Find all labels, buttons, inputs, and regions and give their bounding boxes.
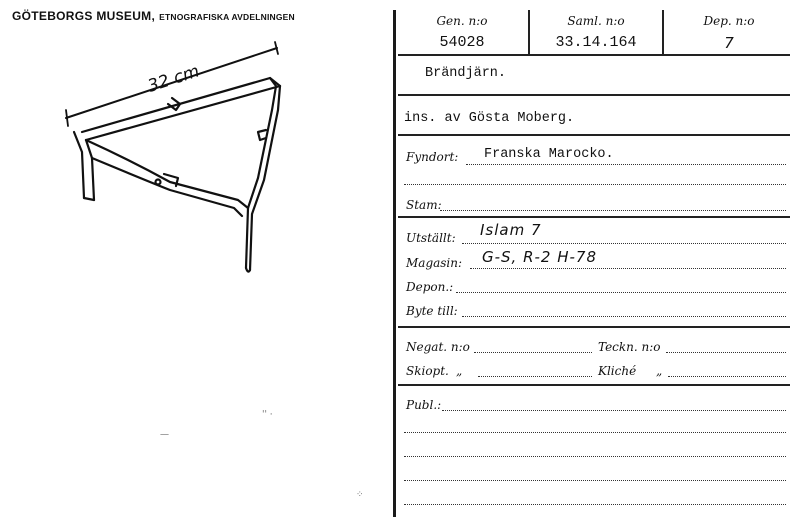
speck: ⁘ xyxy=(356,490,364,500)
divider-line xyxy=(398,326,790,328)
divider-line xyxy=(398,54,790,56)
dep-number-cell xyxy=(664,10,794,54)
stam-label: Stam: xyxy=(406,198,442,212)
dotted-line xyxy=(404,456,786,457)
ditto-mark: „ xyxy=(456,364,463,378)
teckn-label: Teckn. n:o xyxy=(598,340,661,354)
object-name: Brändjärn. xyxy=(425,66,507,81)
dotted-line xyxy=(440,210,786,211)
dotted-line xyxy=(404,184,786,185)
saml-number-cell xyxy=(530,10,662,54)
gen-number-label: Gen. n:o xyxy=(436,14,488,28)
acquisition-note: ins. av Gösta Moberg. xyxy=(404,111,575,126)
card-divider xyxy=(393,10,396,517)
dotted-line xyxy=(456,292,786,293)
dep-number-label: Dep. n:o xyxy=(703,14,755,28)
dotted-line xyxy=(404,504,786,505)
dotted-line xyxy=(666,352,786,353)
ditto-mark: „ xyxy=(656,364,663,378)
divider-line xyxy=(398,384,790,386)
cliche-label: Kliché xyxy=(598,364,637,378)
card-header xyxy=(12,9,295,23)
dotted-line xyxy=(474,352,592,353)
skiopt-label: Skiopt. xyxy=(406,364,449,378)
gen-number-value: 54028 xyxy=(439,34,485,51)
utstallt-value: Islam 7 xyxy=(480,221,542,239)
fyndort-label: Fyndort: xyxy=(406,150,459,164)
dotted-line xyxy=(462,243,786,244)
speck: — xyxy=(160,430,169,440)
dotted-line xyxy=(404,480,786,481)
object-sketch xyxy=(40,40,340,290)
saml-number-value: 33.14.164 xyxy=(555,34,637,51)
dotted-line xyxy=(478,376,592,377)
byte-label: Byte till: xyxy=(406,304,458,318)
publ-label: Publ.: xyxy=(406,398,442,412)
gen-number-cell xyxy=(396,10,528,54)
magasin-label: Magasin: xyxy=(406,256,463,270)
dotted-line xyxy=(466,164,786,165)
dotted-line xyxy=(470,268,786,269)
dotted-line xyxy=(462,316,786,317)
divider-line xyxy=(398,94,790,96)
dotted-line xyxy=(442,410,786,411)
depon-label: Depon.: xyxy=(406,280,454,294)
dotted-line xyxy=(404,432,786,433)
speck: '' · xyxy=(262,410,273,420)
utstallt-label: Utställt: xyxy=(406,231,456,245)
dep-number-value: 7 xyxy=(724,34,734,52)
fyndort-value: Franska Marocko. xyxy=(484,147,614,162)
dotted-line xyxy=(668,376,786,377)
negat-label: Negat. n:o xyxy=(406,340,470,354)
magasin-value: G-S, R-2 H-78 xyxy=(482,248,598,266)
measurement-label: 32 cm xyxy=(145,61,202,97)
department-name: ETNOGRAFISKA AVDELNINGEN xyxy=(159,12,295,22)
divider-line xyxy=(398,216,790,218)
museum-name: GÖTEBORGS MUSEUM, xyxy=(12,9,156,23)
divider-line xyxy=(398,134,790,136)
saml-number-label: Saml. n:o xyxy=(567,14,625,28)
